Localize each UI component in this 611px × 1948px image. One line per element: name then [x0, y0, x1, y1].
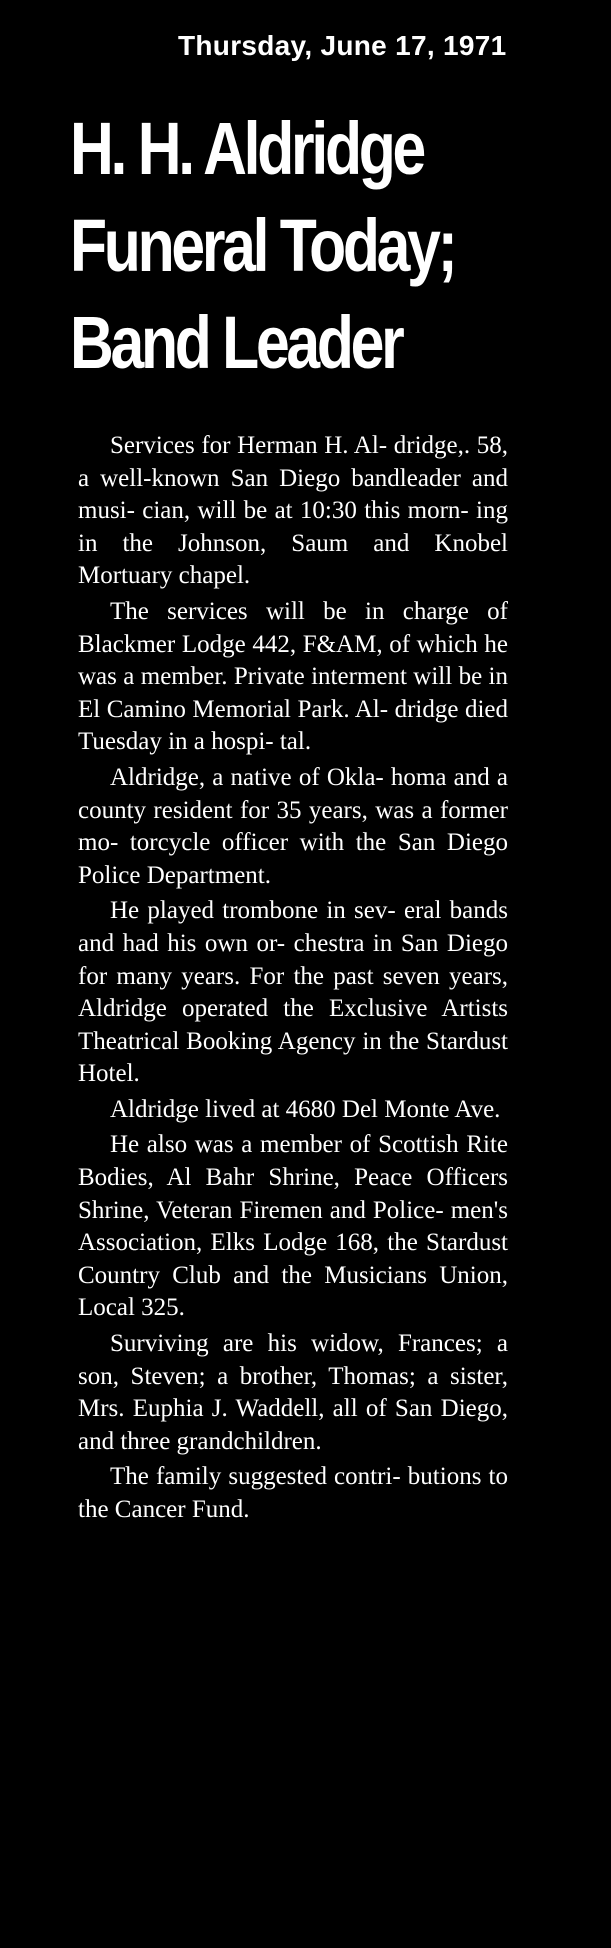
headline-line-2: Funeral Today;: [70, 204, 455, 287]
article-body: [78, 430, 508, 1530]
paragraph-native: Aldridge, a native of Okla- homa and a county resident for 35 years, was a former mo- torcycle officer with the San Diego Police Department.: [78, 763, 508, 889]
paragraph-trombone: He played trombone in sev- eral bands and had his own or- chestra in San Diego for many years. For the past seven years, Aldridge operated the Exclusive Artists Theatrical Booking Agency in the Stardust Hotel.: [78, 897, 508, 1088]
headline-line-3: Band Leader: [70, 301, 402, 384]
paragraph-survivors: Surviving are his widow, Frances; a son, Steven; a brother, Thomas; a sister, Mrs. Euphia J. Waddell, all of San Diego, and three grandchildren.: [78, 1330, 508, 1455]
headline-line-1: H. H. Aldridge: [70, 107, 424, 190]
paragraph-contributions: The family suggested contri- butions to the Cancer Fund.: [78, 1463, 508, 1523]
paragraph-residence: Aldridge lived at 4680 Del Monte Ave.: [110, 1095, 501, 1123]
paragraph-services: Services for Herman H. Al- dridge,. 58, a well-known San Diego bandleader and musi- cian, will be at 10:30 this morn- ing in the Johnson, Saum and Knobel Mortuary chapel.: [78, 432, 508, 590]
paragraph-memberships: He also was a member of Scottish Rite Bodies, Al Bahr Shrine, Peace Officers Shrine, Veteran Firemen and Police- men's Association, Elks Lodge 168, the Stardust Country Club and the Musicians Union, Local 325.: [78, 1131, 508, 1322]
headline: [70, 100, 480, 391]
dateline: Thursday, June 17, 1971: [178, 30, 507, 61]
paragraph-lodge: The services will be in charge of Blackmer Lodge 442, F&AM, of which he was a member. Private interment will be in El Camino Memorial Park. Al- dridge died Tuesday in a hospi- tal.: [78, 597, 508, 756]
